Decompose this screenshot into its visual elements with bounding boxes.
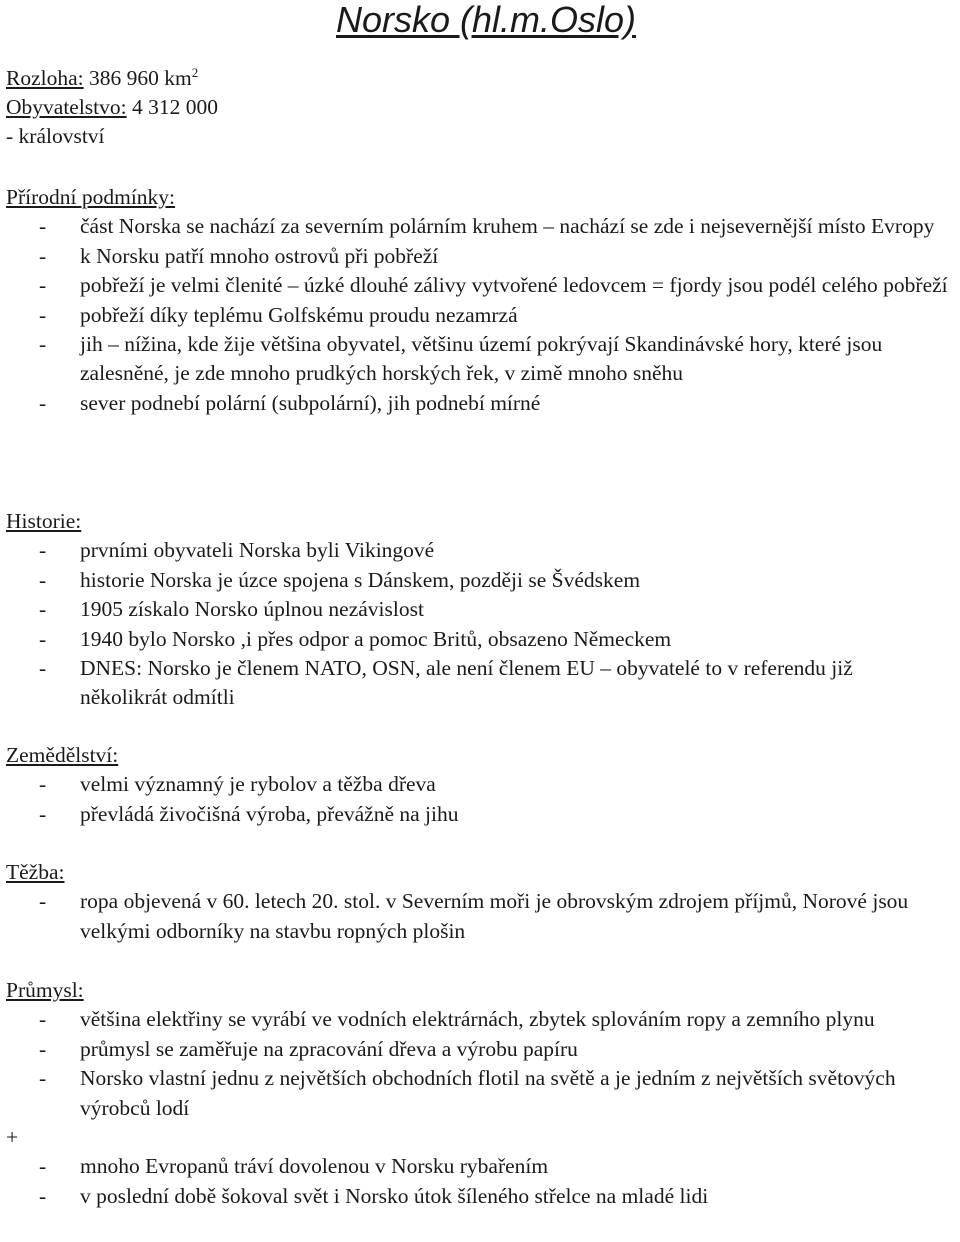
bullet-dash: -: [39, 656, 47, 681]
list-item: - většina elektřiny se vyrábí ve vodních elektrárnách, zbytek splováním ropy a zemního plynu: [6, 1005, 958, 1034]
population-label: Obyvatelstvo:: [6, 95, 127, 119]
bullet-dash: -: [39, 1154, 47, 1179]
list-item: - 1940 bylo Norsko ,i přes odpor a pomoc Britů, obsazeno Německem: [6, 625, 958, 654]
area-label: Rozloha:: [6, 66, 84, 90]
list-item: - DNES: Norsko je členem NATO, OSN, ale není členem EU – obyvatelé to v referendu již několikrát odmítli: [6, 654, 958, 713]
bullet-dash: -: [39, 801, 47, 826]
bullet-dash: -: [39, 390, 47, 415]
list-item: - průmysl se zaměřuje na zpracování dřeva a výrobu papíru: [6, 1035, 958, 1064]
bullet-dash: -: [39, 273, 47, 298]
list-item: - Norsko vlastní jednu z největších obchodních flotil na světě a je jedním z největších světových výrobců lodí: [6, 1064, 958, 1123]
bullet-dash: -: [39, 243, 47, 268]
population-value: 4 312 000: [132, 95, 218, 119]
section-nature: [6, 183, 958, 418]
list-item: - historie Norska je úzce spojena s Dánskem, později se Švédskem: [6, 566, 958, 595]
list-item: - mnoho Evropanů tráví dovolenou v Norsku rybařením: [6, 1152, 958, 1181]
bullet-dash: -: [39, 889, 47, 914]
bullet-dash: -: [39, 214, 47, 239]
bullet-dash: -: [39, 626, 47, 651]
list-item: - prvními obyvateli Norska byli Vikingové: [6, 536, 958, 565]
population-row: [6, 93, 218, 122]
bullet-dash: -: [39, 302, 47, 327]
section-heading: Průmysl:: [6, 978, 84, 1002]
area-row: [6, 64, 218, 93]
section-heading: Zemědělství:: [6, 743, 119, 767]
regime-row: - království: [6, 124, 105, 148]
list-item: - velmi významný je rybolov a těžba dřeva: [6, 770, 958, 799]
bullet-dash: -: [39, 332, 47, 357]
bullet-dash: -: [39, 1036, 47, 1061]
list-item: - pobřeží díky teplému Golfskému proudu nezamrzá: [6, 301, 958, 330]
bullet-dash: -: [39, 597, 47, 622]
section-history: [6, 507, 958, 713]
bullet-dash: -: [39, 538, 47, 563]
bullet-dash: -: [39, 772, 47, 797]
page-title: Norsko (hl.m.Oslo): [336, 0, 637, 40]
list-item: - v poslední době šokoval svět i Norsko útok šíleného střelce na mladé lidi: [6, 1182, 958, 1211]
list-item: - část Norska se nachází za severním polárním kruhem – nachází se zde i nejsevernější místo Evropy: [6, 212, 958, 241]
bullet-dash: -: [39, 1066, 47, 1091]
area-value: 386 960 km: [89, 66, 192, 90]
list-item: - ropa objevená v 60. letech 20. stol. v Severním moři je obrovským zdrojem příjmů, Norové jsou velkými odborníky na stavbu ropných plošin: [6, 887, 958, 946]
section-mining: [6, 858, 958, 946]
area-unit-exponent: 2: [191, 65, 199, 80]
list-item: - pobřeží je velmi členité – úzké dlouhé zálivy vytvořené ledovcem = fjordy jsou podél celého pobřeží: [6, 271, 958, 300]
list-item: - sever podnebí polární (subpolární), jih podnebí mírné: [6, 389, 958, 418]
list-item: - k Norsku patří mnoho ostrovů při pobřeží: [6, 242, 958, 271]
section-heading: Přírodní podmínky:: [6, 185, 176, 209]
section-heading: Těžba:: [6, 860, 65, 884]
bullet-dash: -: [39, 1007, 47, 1032]
basic-facts: [6, 64, 218, 151]
section-industry: [6, 976, 958, 1211]
section-heading: Historie:: [6, 509, 82, 533]
plus-sign: +: [6, 1125, 19, 1150]
list-item: - převládá živočišná výroba, převážně na jihu: [6, 800, 958, 829]
bullet-dash: -: [39, 567, 47, 592]
list-item: - 1905 získalo Norsko úplnou nezávislost: [6, 595, 958, 624]
list-item: - jih – nížina, kde žije většina obyvatel, většinu území pokrývají Skandinávské hory, které jsou zalesněné, je zde mnoho prudkých horských řek, v zimě mnoho sněhu: [6, 330, 958, 389]
section-agriculture: [6, 741, 958, 829]
bullet-dash: -: [39, 1183, 47, 1208]
